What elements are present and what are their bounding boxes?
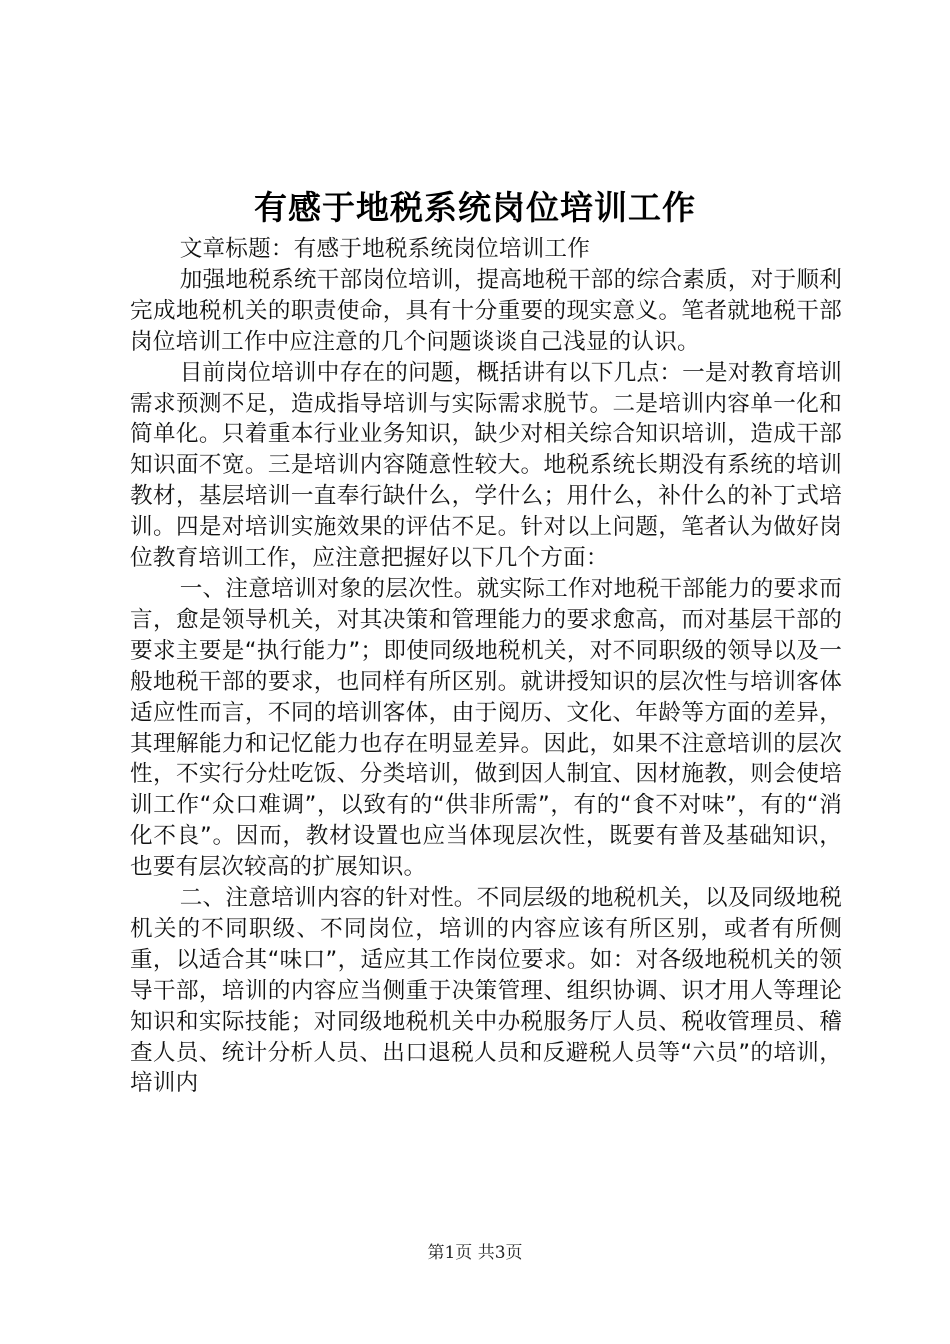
paragraph-problems: 目前岗位培训中存在的问题，概括讲有以下几点：一是对教育培训需求预测不足，造成指导培训与实际需求脱节。二是培训内容单一化和简单化。只着重本行业业务知识，缺少对相关综合知识培训，造成干部知识面不宽。三是培训内容随意性较大。地税系统长期没有系统的培训教材，基层培训一直奉行缺什么，学什么；用什么，补什么的补丁式培训。四是对培训实施效果的评估不足。针对以上问题，笔者认为做好岗位教育培训工作，应注意把握好以下几个方面： [130,359,842,572]
paragraph-point-one: 一、注意培训对象的层次性。就实际工作对地税干部能力的要求而言，愈是领导机关，对其决策和管理能力的要求愈高，而对基层干部的要求主要是“执行能力”；即使同级地税机关，对不同职级的领导以及一般地税干部的要求，也同样有所区别。就讲授知识的层次性与培训客体适应性而言，不同的培训客体，由于阅历、文化、年龄等方面的差异，其理解能力和记忆能力也存在明显差异。因此，如果不注意培训的层次性，不实行分灶吃饭、分类培训，做到因人制宜、因材施教，则会使培训工作“众口难调”，以致有的“供非所需”，有的“食不对味”，有的“消化不良”。因而，教材设置也应当体现层次性，既要有普及基础知识，也要有层次较高的扩展知识。 [130,575,842,881]
paragraph-intro: 加强地税系统干部岗位培训，提高地税干部的综合素质，对于顺利完成地税机关的职责使命，具有十分重要的现实意义。笔者就地税干部岗位培训工作中应注意的几个问题谈谈自己浅显的认识。 [130,266,842,355]
page-footer: 第1页 共3页 [427,1243,523,1263]
paragraph-point-two: 二、注意培训内容的针对性。不同层级的地税机关，以及同级地税机关的不同职级、不同岗位，培训的内容应该有所区别，或者有所侧重，以适合其“味口”，适应其工作岗位要求。如：对各级地税机关的领导干部，培训的内容应当侧重于决策管理、组织协调、识才用人等理论知识和实际技能；对同级地税机关中办税服务厅人员、税收管理员、稽查人员、统计分析人员、出口退税人员和反避税人员等“六员”的培训，培训内 [130,885,842,1097]
document-title: 有感于地税系统岗位培训工作 [254,188,696,227]
article-title-line: 文章标题：有感于地税系统岗位培训工作 [179,236,591,262]
document-body [130,234,842,1099]
